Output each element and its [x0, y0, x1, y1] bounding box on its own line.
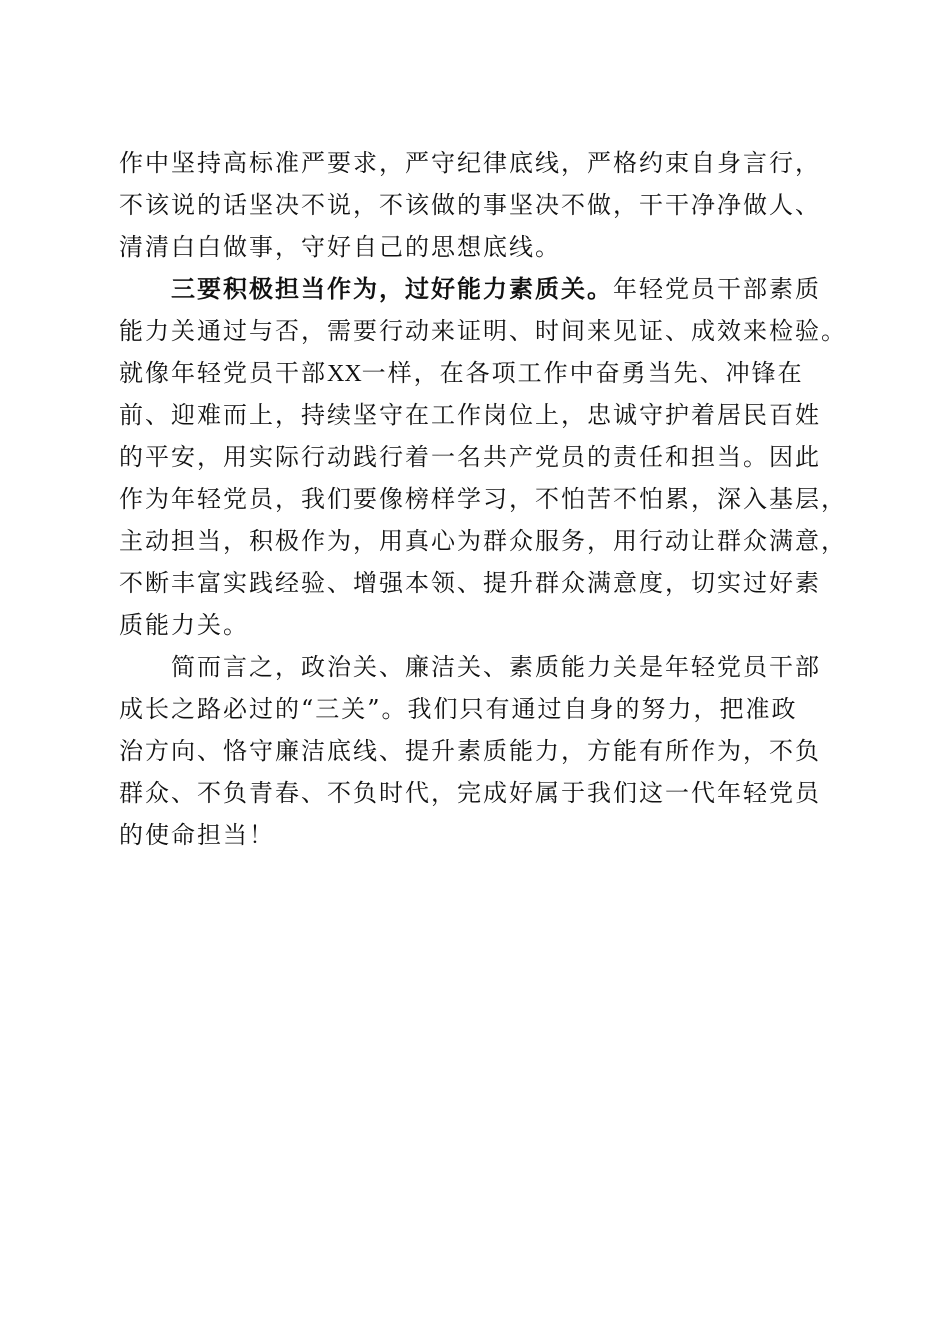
text-line: 简而言之，政治关、廉洁关、素质能力关是年轻党员干部	[171, 653, 821, 681]
text-run: 一样，在各项工作中奋勇当先、冲锋在	[361, 359, 804, 387]
paragraph-1	[119, 142, 859, 268]
text-line: 清清白白做事，守好自己的思想底线。	[119, 233, 561, 261]
text-line: 的使命担当！	[119, 821, 275, 849]
text-line: 作为年轻党员，我们要像榜样学习，不怕苦不怕累，深入基层，	[119, 485, 847, 513]
text-line: 群众、不负青春、不负时代，完成好属于我们这一代年轻党员	[119, 779, 821, 807]
text-line: 质能力关。	[119, 611, 249, 639]
text-line: 能力关通过与否，需要行动来证明、时间来见证、成效来检验。	[119, 317, 847, 345]
text-line: 前、迎难而上，持续坚守在工作岗位上，忠诚守护着居民百姓	[119, 401, 821, 429]
paragraph-heading: 三要积极担当作为，过好能力素质关。	[171, 274, 613, 303]
paragraph-2	[119, 268, 859, 646]
text-run: 就像年轻党员干部	[119, 359, 327, 387]
text-line: 的平安，用实际行动践行着一名共产党员的责任和担当。因此	[119, 443, 821, 471]
name-placeholder: XX	[327, 361, 362, 387]
text-line	[119, 352, 859, 394]
text-line: 作中坚持高标准严要求，严守纪律底线，严格约束自身言行，	[119, 149, 821, 177]
text-line: 主动担当，积极作为，用真心为群众服务，用行动让群众满意，	[119, 527, 847, 555]
text-run: 年轻党员干部素质	[613, 275, 821, 303]
text-line: 治方向、恪守廉洁底线、提升素质能力，方能有所作为，不负	[119, 737, 821, 765]
paragraph-3	[119, 646, 859, 856]
text-line: 成长之路必过的“三关”。我们只有通过自身的努力，把准政	[119, 695, 798, 723]
document-body	[119, 142, 859, 856]
text-line	[119, 268, 859, 310]
text-line: 不断丰富实践经验、增强本领、提升群众满意度，切实过好素	[119, 569, 821, 597]
text-line: 不该说的话坚决不说，不该做的事坚决不做，干干净净做人、	[119, 191, 821, 219]
